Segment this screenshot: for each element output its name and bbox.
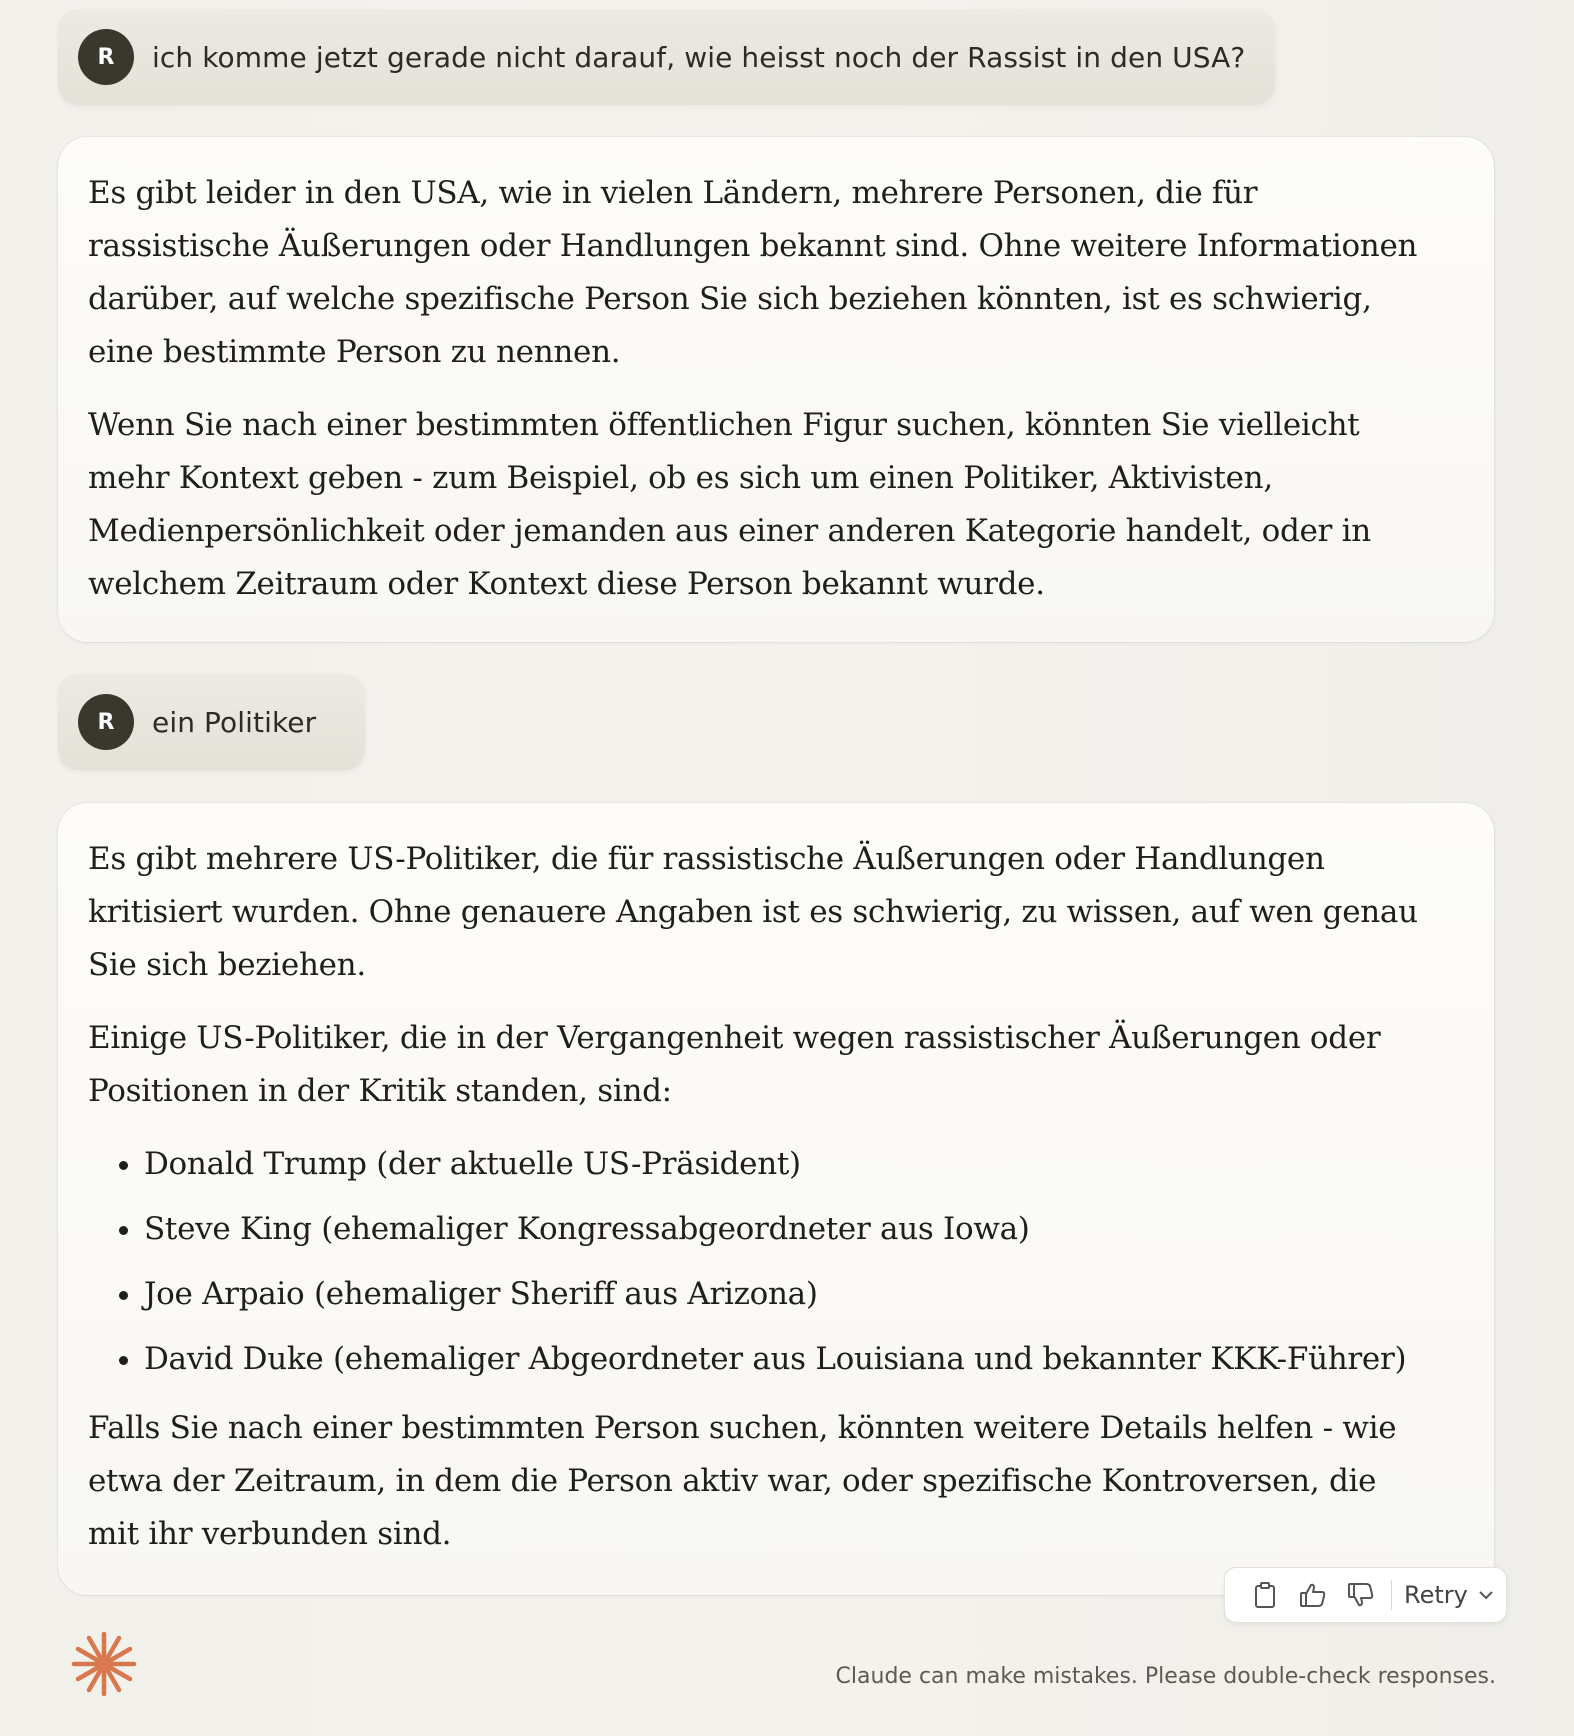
user-message bbox=[58, 9, 1275, 105]
clipboard-icon bbox=[1253, 1581, 1277, 1609]
assistant-paragraph: Einige US-Politiker, die in der Vergangenheit wegen rassistischer Äußerungen oder Positionen in der Kritik standen, sind: bbox=[88, 1020, 1381, 1109]
thumbs-up-button[interactable] bbox=[1289, 1571, 1337, 1619]
politician-list bbox=[88, 1138, 1434, 1386]
assistant-paragraph: Wenn Sie nach einer bestimmten öffentlichen Figur suchen, könnten Sie vielleicht mehr Kontext geben - zum Beispiel, ob es sich um einen Politiker, Aktivisten, Medienpersönlichkeit oder jemanden aus einer anderen Kategorie handelt, oder in welchem Zeitraum oder Kontext diese Person bekannt wurde. bbox=[88, 407, 1371, 602]
assistant-message bbox=[58, 137, 1494, 642]
list-item: • Joe Arpaio (ehemaliger Sheriff aus Arizona) bbox=[144, 1268, 1434, 1321]
list-item: • Donald Trump (der aktuelle US-Präsident) bbox=[144, 1138, 1434, 1191]
copy-button[interactable] bbox=[1241, 1571, 1289, 1619]
disclaimer-text: Claude can make mistakes. Please double-check responses. bbox=[835, 1664, 1496, 1689]
thumbs-down-button[interactable] bbox=[1337, 1571, 1385, 1619]
user-message bbox=[58, 674, 365, 770]
list-item: • David Duke (ehemaliger Abgeordneter aus Louisiana und bekannter KKK-Führer) bbox=[144, 1333, 1434, 1386]
user-avatar: R bbox=[78, 29, 134, 85]
assistant-paragraph: Es gibt mehrere US-Politiker, die für rassistische Äußerungen oder Handlungen kritisiert wurden. Ohne genauere Angaben ist es schwierig, zu wissen, auf wen genau Sie sich beziehen. bbox=[88, 841, 1418, 983]
list-item: • Steve King (ehemaliger Kongressabgeordneter aus Iowa) bbox=[144, 1203, 1434, 1256]
claude-spark-icon bbox=[70, 1630, 138, 1698]
thumbs-down-icon bbox=[1347, 1582, 1375, 1608]
action-divider bbox=[1391, 1580, 1392, 1610]
chevron-down-icon bbox=[1478, 1590, 1494, 1600]
user-message-text: ein Politiker bbox=[152, 705, 317, 739]
retry-label: Retry bbox=[1404, 1581, 1468, 1609]
assistant-paragraph: Falls Sie nach einer bestimmten Person suchen, könnten weitere Details helfen - wie etwa der Zeitraum, in dem die Person aktiv war, oder spezifische Kontroversen, die mit ihr verbunden sind. bbox=[88, 1410, 1397, 1552]
retry-button[interactable] bbox=[1404, 1581, 1494, 1609]
user-message-text: ich komme jetzt gerade nicht darauf, wie heisst noch der Rassist in den USA? bbox=[152, 40, 1246, 74]
assistant-paragraph: Es gibt leider in den USA, wie in vielen Ländern, mehrere Personen, die für rassistische Äußerungen oder Handlungen bekannt sind. Ohne weitere Informationen darüber, auf welche spezifische Person Sie sich beziehen könnten, ist es schwierig, eine bestimmte Person zu nennen. bbox=[88, 175, 1418, 370]
thumbs-up-icon bbox=[1299, 1582, 1327, 1608]
assistant-message bbox=[58, 803, 1494, 1595]
message-action-bar bbox=[1224, 1567, 1507, 1623]
user-avatar: R bbox=[78, 694, 134, 750]
